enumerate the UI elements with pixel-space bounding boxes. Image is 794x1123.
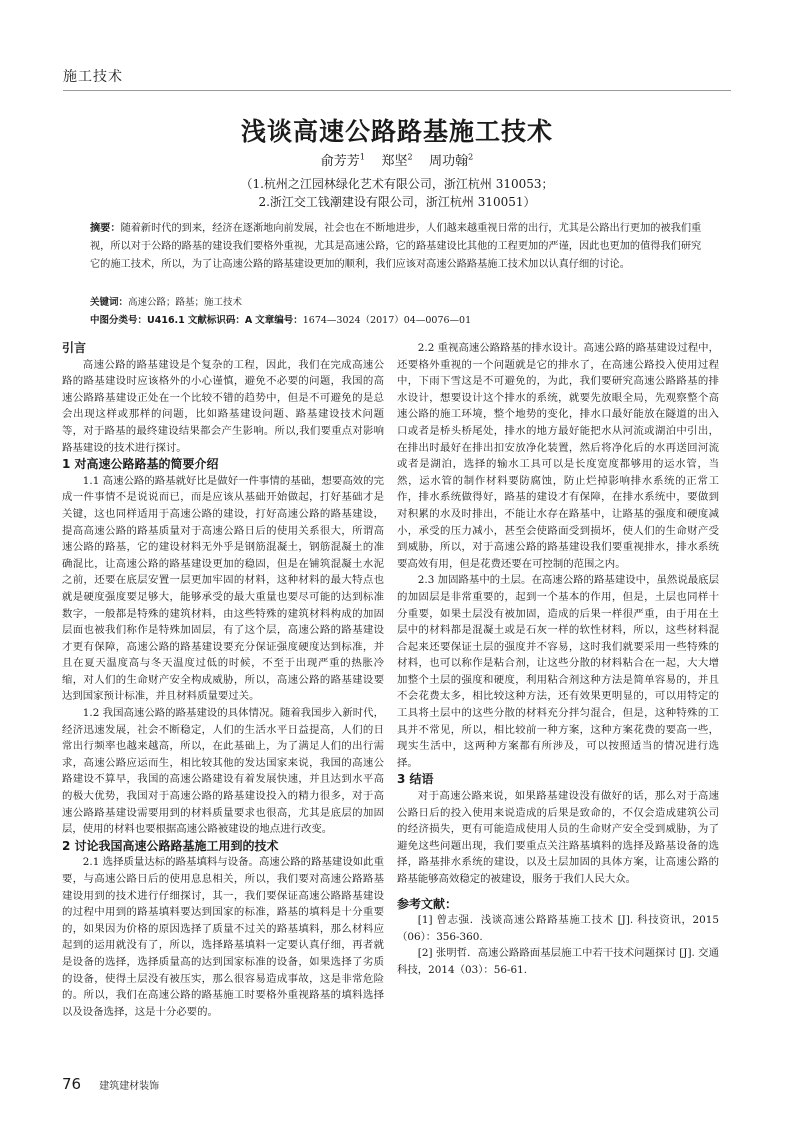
paragraph: 2.3 加固路基中的土层。在高速公路的路基建设中，虽然说最底层的加固层是非常重要的，起到一个基本的作用，但是，土层也同样十分重要，如果土层没有被加固，造成的后果一样很严重，由于用在土层中的材料都是混凝土或是石灰一样的软性材料，所以，这些材料混合起来还要保证土层的强度并不容易，这时我们就要采用一些特殊的材料，也可以称作是粘合剂，让这些分散的材料粘合在一起，大大增加整个土层的强度和硬度，利用粘合剂这种方法是简单容易的，并且不会花费太多，相比较这种方法，还有效果更明显的，可以用特定的工具将土层中的这些分散的材料充分拌匀混合，但是，这种特殊的工具并不常见，所以，相比较前一种方案，这种方案花费的要高一些，现实生活中，这两种方案都有所涉及，可以按照适当的情况进行选择。: [397, 574, 719, 769]
author-line: [0, 150, 794, 169]
affiliation-line: （1.杭州之江园林绿化艺术有限公司，浙江杭州 310053；: [240, 177, 554, 191]
page-title: 浅谈高速公路路基施工技术: [240, 117, 553, 146]
affiliation-line: 2.浙江交工钱潮建设有限公司，浙江杭州 310051）: [258, 195, 536, 209]
section-heading: 3 结语: [397, 772, 434, 787]
journal-name: 建筑建材装饰: [99, 1081, 160, 1092]
intro-heading: 引言: [62, 341, 87, 355]
article-no-value: 1674—3024（2017）04—0076—01: [302, 315, 472, 326]
page-number: 76: [62, 1075, 82, 1093]
section-heading: 2 讨论我国高速公路路基施工用到的技术: [62, 838, 279, 853]
paragraph: 1.2 我国高速公路的路基建设的具体情况。随着我国步入新时代，经济迅速发展，社会不断稳定，人们的生活水平日益提高，人们的日常出行频率也越来越高，所以，在此基础上，为了满足人们的出行需求，高速公路应运而生，相比较其他的发达国家来说，我国的高速公路建设不算早，我国的高速公路建设有着发展快速，并且达到水平高的极大优势，我国对于高速公路的路基建设投入的精力很多，对于高速公路路基建设需要用到的材料质量要求也很高，尤其是底层的加固层，使用的材料也要根据高速公路被建设的地点进行改变。: [62, 707, 384, 836]
paragraph: 2.1 选择质量达标的路基填料与设备。高速公路的路基建设如此重要，与高速公路日后的使用息息相关，所以，我们要对高速公路路基建设用到的技术进行仔细探讨，其一，我们要保证高速公路路基建设的过程中用到的路基填料要达到国家的标准，路基的填料是十分重要的，如果因为价格的原因选择了质量不过关的路基填料，那么材料应起到的运用就没有了，所以，选择路基填料一定要认真仔细，再者就是设备的选择，选择质量高的达到国家标准的设备，如果选择了劣质的设备，使得土层没有被压实，那么很容易造成事故，这是非常危险的。所以，我们在高速公路的路基施工时要格外重视路基的填料选择以及设备选择，这是十分必要的。: [62, 856, 384, 1018]
author-name: 郑坚: [381, 154, 408, 169]
classification: [90, 312, 471, 326]
abstract-label: 摘要：: [90, 223, 121, 234]
doc-code-value: A: [244, 315, 253, 326]
clc-label: 中图分类号：: [90, 315, 148, 326]
reference-item: [1] 曾志强．浅谈高速公路路基施工技术 [J]. 科技资讯，2015（06）：356-360.: [397, 914, 719, 943]
section-heading: 1 对高速公路路基的简要介绍: [62, 457, 219, 472]
section-tag: 施工技术: [63, 69, 123, 85]
right-column: [397, 340, 719, 979]
article-no-label: 文章编号：: [255, 315, 303, 326]
author-name: 周功翰: [429, 154, 469, 169]
author-name: 俞芳芳: [320, 154, 360, 169]
paragraph: 1.1 高速公路的路基就好比是做好一件事情的基础，想要高效的完成一件事情不是说说而已，而是应该从基础开始做起，打好基础才是关键，这也同样适用于高速公路的建设，打好高速公路的路基建设，提高高速公路的路基质量对于高速公路日后的使用关系很大，所谓高速公路的路基，它的建设材料无外乎是钢筋混凝土，钢筋混凝土的准确混比，让高速公路的路基建设更加的稳固，但是在铺筑混凝土水泥之前，还要在底层安置一层更加牢固的材料，这种材料的最大特点也就是硬度强度要足够大，能够承受的最大重量也要尽可能的达到标准数字，一般都是特殊的建筑材料，由这些特殊的建筑材料构成的加固层面也被我们称作是特殊加固层，有了这个层，高速公路的路基建设才更有保障，高速公路的路基建设要充分保证强度硬度达到标准，并且在夏天温度高与冬天温度过低的时候，不至于出现严重的热胀冷缩，对人们的生命财产安全构成威胁，所以，高速公路的路基建设要达到国家预计标准，并且材料质量要过关。: [62, 474, 384, 703]
keywords-label: 关键词：: [90, 297, 129, 308]
abstract-text: 随着新时代的到来，经济在逐渐地向前发展，社会也在不断地进步，人们越来越重视日常的出行，尤其是公路出行更加的被我们重视，所以对于公路的路基的建设我们要格外重视，尤其是高速公路，它的路基建设比其他的工程更加的严谨，因此也更加的值得我们研究它的施工技术，所以，为了让高速公路的路基建设更加的顺利，我们应该对高速公路路基施工技术加以认真仔细的讨论。: [90, 223, 702, 270]
doc-code-label: 文献标识码：: [187, 315, 245, 326]
reference-item: [2] 张明哲．高速公路路面基层施工中若干技术问题探讨 [J]. 交通科技，2014（03）：56-61.: [397, 947, 719, 976]
author-sup: 2: [468, 152, 474, 162]
paragraph: 2.2 重视高速公路路基的排水设计。高速公路的路基建设过程中，还要格外重视的一个问题就是它的排水了，在高速公路投入使用过程中，下雨下雪这是不可避免的，为此，我们要研究高速公路路基的排水设计，想要设计这个排水的系统，就要先放眼全局，先观察整个高速公路的施工环境，整个地势的变化，排水口最好能放在隧道的出入口或者是桥头桥尾处，排水的地方最好能把水从河流或湖泊中引出，在排出时最好在排出扣安放净化装置，然后将净化后的水再送回河流或者是湖泊，选择的输水工具可以是长度宽度都够用的运水管，当然，运水管的制作材料要防腐蚀，防止烂掉影响排水系统的正常工作，排水系统做得好，路基的建设才有保障，在排水系统中，要做到对积累的水及时排出，不能让水存在路基中，让路基的强度和硬度减小，承受的压力减小，甚至会使路面受到损坏，使人们的生命财产受到威胁，所以，对于高速公路的路基建设我们要重视排水，排水系统要高效有用，但是花费还要在可控制的范围之内。: [397, 342, 719, 570]
page-footer: [62, 1075, 159, 1093]
keywords: [90, 294, 242, 308]
header-rule: [63, 90, 731, 91]
keywords-text: 高速公路；路基；施工技术: [128, 297, 243, 308]
paragraph: 对于高速公路来说，如果路基建设没有做好的话，那么对于高速公路日后的投入使用来说造成的后果是致命的，不仅会造成建筑公司的经济损失，更有可能造成使用人员的生命财产安全受到威胁，为了避免这些问题出现，我们要重点关注路基填料的选择及路基设备的选择，路基排水系统的建设，以及土层加固的具体方案，让高速公路的路基能够高效稳定的被建设，服务于我们人民大众。: [397, 790, 719, 885]
paragraph: 高速公路的路基建设是个复杂的工程，因此，我们在完成高速公路的路基建设时应该格外的小心谨慎，避免不必要的问题，我国的高速公路路基建设正处在一个比较不错的趋势中，但是不可避免的是总会出现这样或那样的问题，比如路基建设问题、路基建设技术问题等，对于路基的最终建设结果都会产生影响。所以,我们要重点对影响路基建设的技术进行探讨。: [62, 358, 384, 454]
references-heading: 参考文献：: [397, 896, 458, 911]
author-sup: 1: [359, 152, 365, 162]
abstract: [90, 220, 704, 274]
clc-value: U416.1: [147, 315, 185, 326]
left-column: [62, 340, 384, 1020]
author-sup: 2: [407, 152, 413, 162]
